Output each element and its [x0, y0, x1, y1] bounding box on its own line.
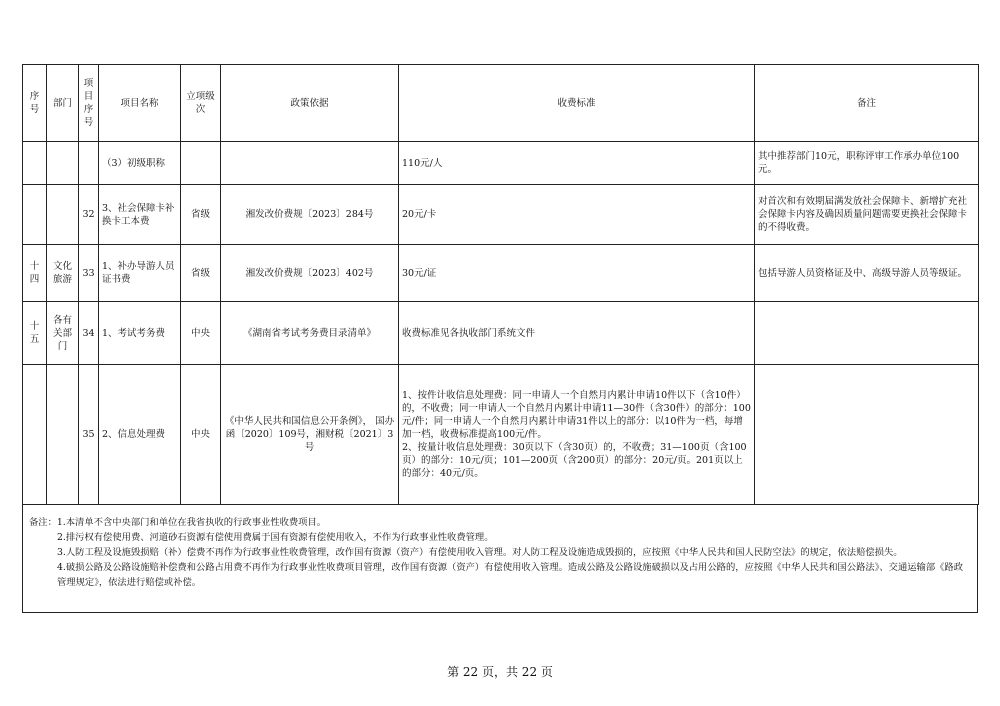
cell-standard: 20元/卡	[399, 185, 755, 245]
cell-item-no: 32	[79, 185, 99, 245]
header-seq: 序号	[23, 65, 47, 142]
cell-remarks: 对首次和有效期届满发放社会保障卡、新增扩充社会保障卡内容及确因质量问题需要更换社会保障卡的不得收费。	[755, 185, 979, 245]
cell-policy: 《中华人民共和国信息公开条例》， 国办函〔2020〕109号，湘财税〔2021〕3号	[221, 365, 399, 505]
cell-item-no: 33	[79, 245, 99, 302]
cell-item-name: （3）初级职称	[99, 142, 181, 185]
cell-dept	[47, 185, 79, 245]
cell-dept: 各有关部门	[47, 302, 79, 365]
cell-item-name: 2、信息处理费	[99, 365, 181, 505]
cell-dept: 文化旅游	[47, 245, 79, 302]
cell-seq: 十四	[23, 245, 47, 302]
table-row	[23, 185, 979, 245]
cell-remarks	[755, 365, 979, 505]
cell-remarks: 包括导游人员资格证及中、高级导游人员等级证。	[755, 245, 979, 302]
cell-policy: 湘发改价费规〔2023〕284号	[221, 185, 399, 245]
header-remarks: 备注	[755, 65, 979, 142]
cell-level: 中央	[181, 365, 221, 505]
header-policy: 政策依据	[221, 65, 399, 142]
cell-standard	[399, 365, 755, 505]
cell-item-name: 1、考试考务费	[99, 302, 181, 365]
header-dept: 部门	[47, 65, 79, 142]
cell-seq	[23, 365, 47, 505]
cell-level	[181, 142, 221, 185]
note-line: 4.破损公路及公路设施赔补偿费和公路占用费不再作为行政事业性收费项目管理，改作国有资源（资产）有偿使用收入管理。造成公路及公路设施破损以及占用公路的，应按照《中华人民共和国公路法》、交通运输部《路政管理规定》，依法进行赔偿或补偿。	[57, 562, 964, 588]
table-header-row	[23, 65, 979, 142]
cell-item-no	[79, 142, 99, 185]
cell-seq: 十五	[23, 302, 47, 365]
cell-item-no: 34	[79, 302, 99, 365]
note-line: 2.排污权有偿使用费、河道砂石资源有偿使用费属于国有资源有偿使用收入，不作为行政事业性收费管理。	[57, 532, 494, 543]
header-standard: 收费标准	[399, 65, 755, 142]
fee-table	[22, 64, 979, 505]
standard-line: 2、按量计收信息处理费：30页以下（含30页）的，不收费；31—100页（含100页）的部分：10元/页；101—200页（含200页）的部分：20元/页。201页以上的部分：40元/页。	[402, 442, 747, 479]
cell-level: 省级	[181, 185, 221, 245]
cell-standard: 30元/证	[399, 245, 755, 302]
header-item-no: 项目序号	[79, 65, 99, 142]
table-row	[23, 142, 979, 185]
fee-table-sheet	[22, 64, 978, 613]
cell-level: 中央	[181, 302, 221, 365]
header-level: 立项级次	[181, 65, 221, 142]
cell-dept	[47, 142, 79, 185]
note-line: 3.人防工程及设施毁损赔（补）偿费不再作为行政事业性收费管理，改作国有资源（资产）有偿使用收入管理。对人防工程及设施造成毁损的，应按照《中华人民共和国人民防空法》的规定，依法赔偿损失。	[57, 547, 903, 558]
cell-item-name: 1、补办导游人员证书费	[99, 245, 181, 302]
cell-policy: 《湖南省考试考务费目录清单》	[221, 302, 399, 365]
cell-item-name: 3、社会保障卡补换卡工本费	[99, 185, 181, 245]
table-row	[23, 365, 979, 505]
cell-standard: 110元/人	[399, 142, 755, 185]
table-row	[23, 302, 979, 365]
cell-policy	[221, 142, 399, 185]
cell-seq	[23, 185, 47, 245]
table-row	[23, 245, 979, 302]
cell-remarks: 其中推荐部门10元，职称评审工作承办单位100元。	[755, 142, 979, 185]
notes-block	[22, 505, 978, 613]
standard-line: 1、按件计收信息处理费：同一申请人一个自然月内累计申请10件以下（含10件）的，不收费；同一申请人一个自然月内累计申请11—30件（含30件）的部分：100元/件；同一申请人一个自然月内累计申请31件以上的部分：以10件为一档，每增加一档，收费标准提高100元/件。	[402, 390, 751, 440]
header-item-name: 项目名称	[99, 65, 181, 142]
cell-level: 省级	[181, 245, 221, 302]
note-line: 备注：1.本清单不含中央部门和单位在我省执收的行政事业性收费项目。	[29, 517, 327, 528]
cell-dept	[47, 365, 79, 505]
cell-seq	[23, 142, 47, 185]
cell-remarks	[755, 302, 979, 365]
cell-policy: 湘发改价费规〔2023〕402号	[221, 245, 399, 302]
page-number: 第 22 页，共 22 页	[447, 665, 553, 679]
cell-standard: 收费标准见各执收部门系统文件	[399, 302, 755, 365]
cell-item-no: 35	[79, 365, 99, 505]
